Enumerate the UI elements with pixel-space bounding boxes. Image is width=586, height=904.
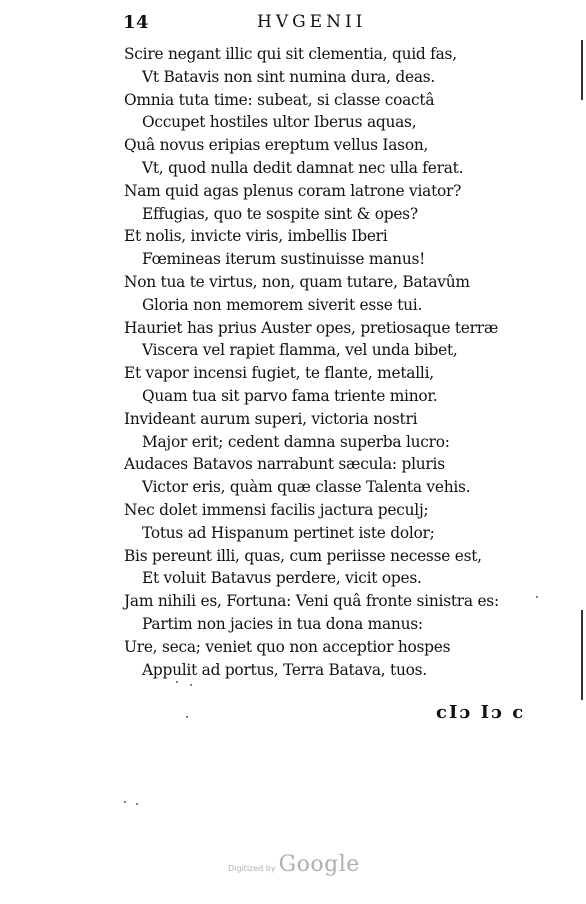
verse-line: Nec dolet immensi facilis jactura peculj; xyxy=(124,500,429,519)
verse-line: Effugias, quo te sospite sint & opes? xyxy=(142,204,418,223)
verse-line: Nam quid agas plenus coram latrone viator? xyxy=(124,181,462,200)
page-number: 14 xyxy=(123,12,150,33)
verse-line: Appulit ad portus, Terra Batava, tuos. xyxy=(142,660,427,679)
ink-speck xyxy=(190,684,192,686)
verse-line: Fœmineas iterum sustinuisse manus! xyxy=(142,250,426,269)
page-header xyxy=(123,10,463,36)
ink-speck xyxy=(124,801,126,803)
verse-line: Quâ novus eripias ereptum vellus Iason, xyxy=(124,136,429,155)
verse-line: Partim non jacies in tua dona manus: xyxy=(142,614,423,633)
watermark-caption: Digitized by xyxy=(228,864,276,873)
page-edge-shadow xyxy=(581,40,583,100)
poem-text xyxy=(124,43,499,681)
verse-line: Invideant aurum superi, victoria nostri xyxy=(124,409,418,428)
verse-line: Gloria non memorem siverit esse tui. xyxy=(142,295,423,314)
signature-mark: cIɔ Iɔ c xyxy=(436,702,526,723)
verse-line: Et nolis, invicte viris, imbellis Iberi xyxy=(124,227,388,246)
verse-line: Victor eris, quàm quæ classe Talenta vehis. xyxy=(142,478,471,497)
verse-line: Quam tua sit parvo fama triente minor. xyxy=(142,386,438,405)
verse-line: Totus ad Hispanum pertinet iste dolor; xyxy=(142,523,435,542)
verse-line: Occupet hostiles ultor Iberus aquas, xyxy=(142,113,417,132)
verse-line: Audaces Batavos narrabunt sæcula: pluris xyxy=(124,455,445,474)
verse-line: Vt, quod nulla dedit damnat nec ulla ferat. xyxy=(142,158,464,177)
verse-line: Scire negant illic qui sit clementia, quid fas, xyxy=(124,45,457,63)
verse-line: Vt Batavis non sint numina dura, deas. xyxy=(142,67,436,86)
verse-line: Jam nihili es, Fortuna: Veni quâ fronte sinistra es: xyxy=(124,592,499,611)
verse-line: Et voluit Batavus perdere, vicit opes. xyxy=(142,569,422,588)
verse-line: Hauriet has prius Auster opes, pretiosaque terræ xyxy=(124,318,499,337)
verse-line: Et vapor incensi fugiet, te flante, metalli, xyxy=(124,364,434,383)
verse-line: Viscera vel rapiet flamma, vel unda bibet, xyxy=(142,341,458,360)
google-logo: Google xyxy=(278,852,360,877)
running-head: HVGENII xyxy=(257,12,367,32)
verse-line: Major erit; cedent damna superba lucro: xyxy=(142,432,450,451)
ink-speck xyxy=(536,596,538,598)
digitization-watermark xyxy=(228,852,360,877)
verse-line: Omnia tuta time: subeat, si classe coactâ xyxy=(124,90,435,109)
ink-speck xyxy=(186,716,188,718)
page-edge-shadow xyxy=(581,610,583,700)
verse-line: Bis pereunt illi, quas, cum periisse necesse est, xyxy=(124,546,482,565)
verse-line: Non tua te virtus, non, quam tutare, Batavûm xyxy=(124,272,470,291)
ink-speck xyxy=(136,803,138,805)
verse-line: Ure, seca; veniet quo non acceptior hospes xyxy=(124,637,451,656)
ink-speck xyxy=(176,681,178,683)
